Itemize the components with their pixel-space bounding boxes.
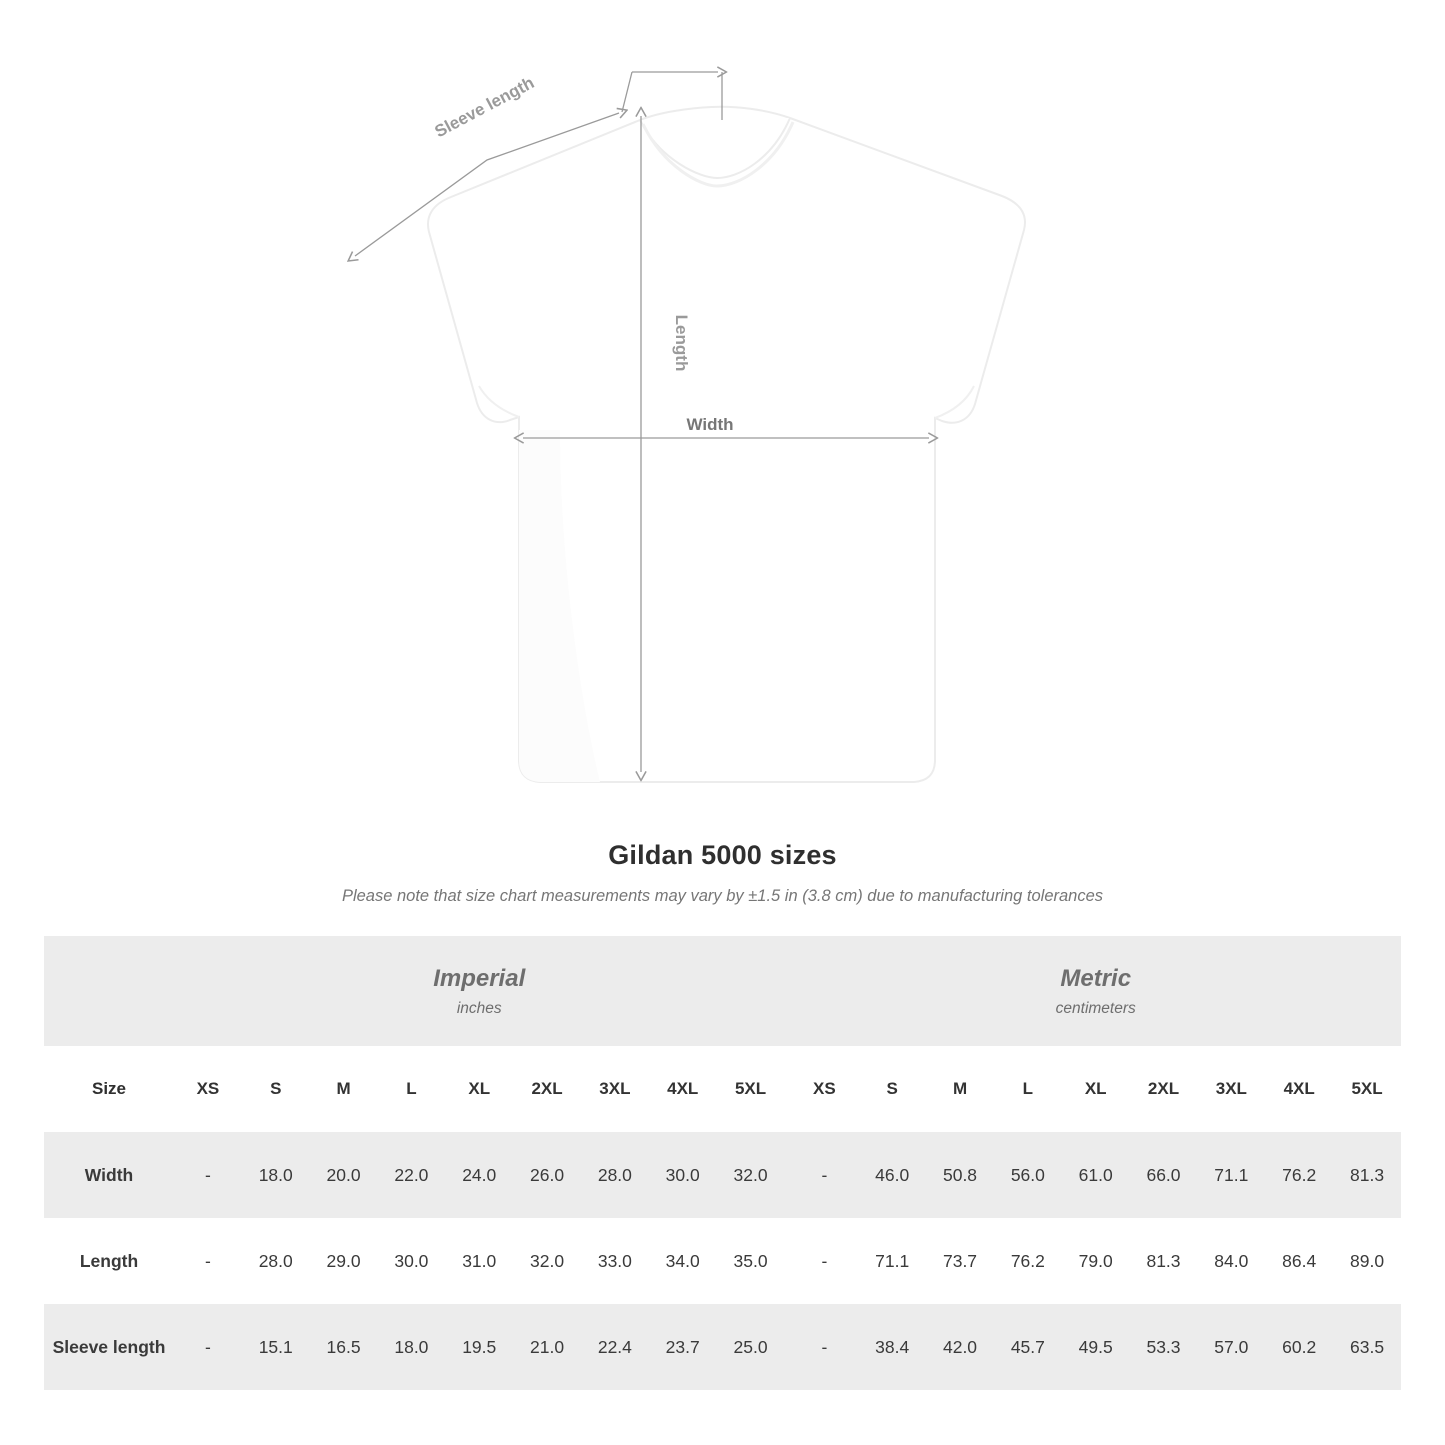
table-row	[44, 1304, 1401, 1390]
sleeve-length-label: Sleeve length	[431, 73, 538, 142]
cell-length-metric-5xl: 89.0	[1333, 1218, 1401, 1304]
cell-width-imperial-m: 20.0	[310, 1132, 378, 1218]
cell-sleeve-metric-xl: 49.5	[1062, 1304, 1130, 1390]
size-header-label: Size	[44, 1046, 174, 1132]
unit-sub-imperial: inches	[456, 999, 502, 1017]
cell-length-imperial-m: 29.0	[310, 1218, 378, 1304]
size-col-metric-4xl: 4XL	[1265, 1046, 1333, 1132]
table-row	[44, 1132, 1401, 1218]
cell-length-imperial-l: 30.0	[377, 1218, 445, 1304]
size-table	[44, 936, 1401, 1390]
cell-sleeve-metric-2xl: 53.3	[1130, 1304, 1198, 1390]
cell-width-metric-4xl: 76.2	[1265, 1132, 1333, 1218]
cell-length-metric-3xl: 84.0	[1197, 1218, 1265, 1304]
size-col-imperial-5xl: 5XL	[717, 1046, 785, 1132]
tolerance-note: Please note that size chart measurements may vary by ±1.5 in (3.8 cm) due to manufacturing tolerances	[341, 887, 1104, 905]
cell-width-imperial-4xl: 30.0	[649, 1132, 717, 1218]
size-col-imperial-s: S	[242, 1046, 310, 1132]
cell-length-metric-s: 71.1	[858, 1218, 926, 1304]
cell-length-imperial-5xl: 35.0	[717, 1218, 785, 1304]
cell-sleeve-metric-l: 45.7	[994, 1304, 1062, 1390]
size-col-metric-l: L	[994, 1046, 1062, 1132]
cell-sleeve-imperial-xl: 19.5	[445, 1304, 513, 1390]
cell-width-metric-3xl: 71.1	[1197, 1132, 1265, 1218]
page-title: Gildan 5000 sizes	[608, 840, 837, 870]
size-col-metric-3xl: 3XL	[1197, 1046, 1265, 1132]
unit-header-spacer	[44, 936, 174, 1046]
cell-width-imperial-xl: 24.0	[445, 1132, 513, 1218]
cell-width-imperial-l: 22.0	[377, 1132, 445, 1218]
unit-header-row	[44, 936, 1401, 1046]
cell-length-metric-l: 76.2	[994, 1218, 1062, 1304]
size-header-row	[44, 1046, 1401, 1132]
size-col-metric-m: M	[926, 1046, 994, 1132]
cell-length-imperial-3xl: 33.0	[581, 1218, 649, 1304]
cell-sleeve-imperial-s: 15.1	[242, 1304, 310, 1390]
cell-length-metric-xl: 79.0	[1062, 1218, 1130, 1304]
unit-header-metric	[790, 936, 1401, 1046]
cell-width-metric-l: 56.0	[994, 1132, 1062, 1218]
cell-width-imperial-5xl: 32.0	[717, 1132, 785, 1218]
size-col-metric-2xl: 2XL	[1130, 1046, 1198, 1132]
cell-width-imperial-3xl: 28.0	[581, 1132, 649, 1218]
size-col-imperial-2xl: 2XL	[513, 1046, 581, 1132]
cell-width-imperial-xs: -	[174, 1132, 242, 1218]
unit-name-metric: Metric	[1060, 964, 1132, 992]
cell-length-imperial-4xl: 34.0	[649, 1218, 717, 1304]
cell-width-metric-s: 46.0	[858, 1132, 926, 1218]
cell-sleeve-imperial-2xl: 21.0	[513, 1304, 581, 1390]
unit-header-imperial	[174, 936, 784, 1046]
table-row	[44, 1218, 1401, 1304]
cell-sleeve-metric-s: 38.4	[858, 1304, 926, 1390]
cell-sleeve-metric-5xl: 63.5	[1333, 1304, 1401, 1390]
size-col-metric-s: S	[858, 1046, 926, 1132]
tshirt-shape	[428, 107, 1025, 782]
size-col-imperial-3xl: 3XL	[581, 1046, 649, 1132]
cell-length-imperial-s: 28.0	[242, 1218, 310, 1304]
cell-length-metric-m: 73.7	[926, 1218, 994, 1304]
row-label-width: Width	[44, 1132, 174, 1218]
size-col-metric-5xl: 5XL	[1333, 1046, 1401, 1132]
cell-sleeve-imperial-l: 18.0	[377, 1304, 445, 1390]
cell-length-metric-2xl: 81.3	[1130, 1218, 1198, 1304]
unit-name-imperial: Imperial	[433, 964, 526, 992]
cell-width-metric-xl: 61.0	[1062, 1132, 1130, 1218]
size-col-imperial-m: M	[310, 1046, 378, 1132]
cell-sleeve-metric-m: 42.0	[926, 1304, 994, 1390]
cell-length-metric-xs: -	[790, 1218, 858, 1304]
cell-width-imperial-2xl: 26.0	[513, 1132, 581, 1218]
size-col-imperial-4xl: 4XL	[649, 1046, 717, 1132]
cell-width-metric-5xl: 81.3	[1333, 1132, 1401, 1218]
cell-sleeve-imperial-xs: -	[174, 1304, 242, 1390]
width-label: Width	[686, 415, 734, 434]
cell-sleeve-metric-xs: -	[790, 1304, 858, 1390]
cell-sleeve-imperial-4xl: 23.7	[649, 1304, 717, 1390]
cell-length-metric-4xl: 86.4	[1265, 1218, 1333, 1304]
size-table-wrap	[0, 936, 1445, 1390]
row-label-length: Length	[44, 1218, 174, 1304]
cell-width-metric-2xl: 66.0	[1130, 1132, 1198, 1218]
size-col-imperial-l: L	[377, 1046, 445, 1132]
row-label-sleeve-length: Sleeve length	[44, 1304, 174, 1390]
cell-sleeve-metric-4xl: 60.2	[1265, 1304, 1333, 1390]
cell-sleeve-imperial-3xl: 22.4	[581, 1304, 649, 1390]
unit-sub-metric: centimeters	[1055, 999, 1136, 1017]
cell-sleeve-imperial-5xl: 25.0	[717, 1304, 785, 1390]
cell-length-imperial-xs: -	[174, 1218, 242, 1304]
size-col-metric-xl: XL	[1062, 1046, 1130, 1132]
size-col-metric-xs: XS	[790, 1046, 858, 1132]
cell-length-imperial-2xl: 32.0	[513, 1218, 581, 1304]
cell-length-imperial-xl: 31.0	[445, 1218, 513, 1304]
size-col-imperial-xl: XL	[445, 1046, 513, 1132]
size-col-imperial-xs: XS	[174, 1046, 242, 1132]
cell-sleeve-imperial-m: 16.5	[310, 1304, 378, 1390]
length-label: Length	[672, 314, 691, 372]
cell-width-metric-xs: -	[790, 1132, 858, 1218]
cell-width-metric-m: 50.8	[926, 1132, 994, 1218]
cell-width-imperial-s: 18.0	[242, 1132, 310, 1218]
cell-sleeve-metric-3xl: 57.0	[1197, 1304, 1265, 1390]
